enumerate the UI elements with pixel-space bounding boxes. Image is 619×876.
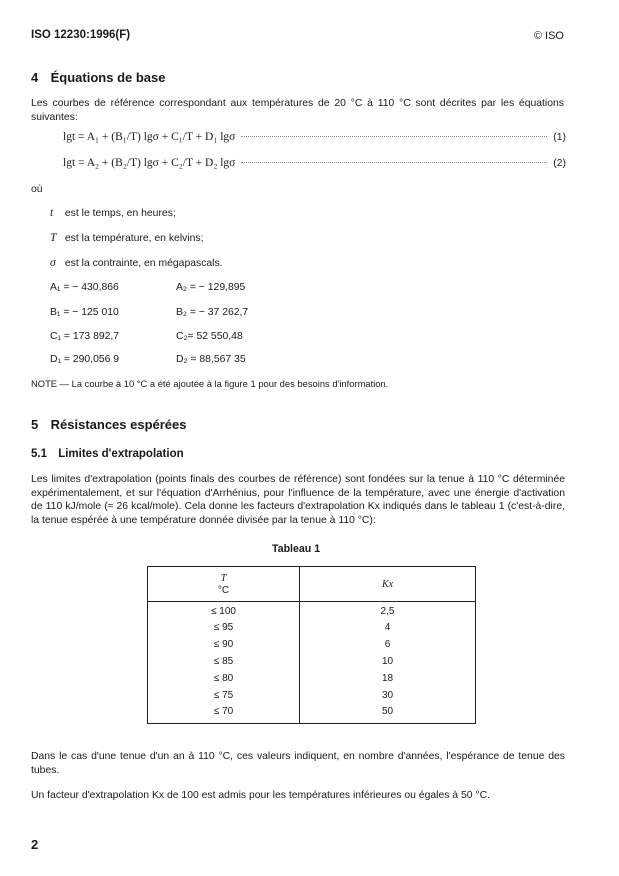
extrapolation-table [147, 566, 476, 724]
table-cell-temperature: ≤ 80 [148, 670, 300, 687]
subsection-5-1-heading [31, 448, 184, 460]
variable-desc: est le temps, en heures; [64, 208, 176, 219]
table-row [148, 704, 476, 724]
variable-desc: est la température, en kelvins; [64, 233, 204, 244]
table-cell-temperature: ≤ 95 [148, 619, 300, 636]
variable-desc: est la contrainte, en mégapascals. [64, 258, 223, 269]
coef-D2: D₂ = 88,567 35 [176, 354, 246, 365]
table-cell-temperature: ≤ 100 [148, 602, 300, 619]
section-5-paragraph-2: Dans le cas d'une tenue d'un an à 110 °C, ces valeurs indiquent, en nombre d'années, l'espérance de tenue des tubes. [31, 751, 565, 776]
table-row [148, 602, 476, 619]
page-number: 2 [31, 837, 39, 852]
coef-C2: C₂= 52 550,48 [176, 331, 243, 342]
equation-2-number: (2) [553, 158, 566, 169]
variable-symbol: σ [50, 257, 56, 269]
coef-D1: D₁ = 290,056 9 [50, 354, 120, 365]
header-T-unit: °C [217, 585, 230, 596]
table-cell-kx: 30 [381, 689, 394, 701]
variable-sigma [50, 257, 223, 269]
table-body [148, 602, 476, 724]
table-cell-kx: 50 [381, 706, 394, 718]
equation-1-number: (1) [553, 132, 566, 143]
table-cell-kx: 18 [381, 672, 394, 684]
subsection-title: Limites d'extrapolation [58, 448, 184, 460]
coef-A1: A₁ = − 430,866 [50, 282, 119, 293]
equation-1 [63, 131, 566, 143]
section-5-paragraph-3: Un facteur d'extrapolation Kx de 100 est admis pour les températures inférieures ou égales à 50 °C. [31, 790, 490, 801]
header-standard-ref: ISO 12230:1996(F) [31, 29, 131, 41]
section-4-heading [31, 70, 166, 85]
header-T-symbol: T [220, 573, 227, 584]
table-header-row [148, 567, 476, 602]
coef-B2: B₂ = − 37 262,7 [176, 307, 249, 318]
coef-A2: A₂ = − 129,895 [176, 282, 246, 293]
table-cell-kx: 10 [381, 655, 394, 667]
section-number: 4 [31, 70, 39, 85]
table-header-kx: Kx [381, 578, 394, 590]
table-row [148, 687, 476, 704]
table-row [148, 619, 476, 636]
table-cell-kx: 6 [384, 638, 391, 650]
table-row [148, 670, 476, 687]
section-5-heading [31, 417, 187, 432]
dot-leader [241, 136, 547, 137]
variable-T [50, 232, 204, 244]
subsection-number: 5.1 [31, 448, 47, 460]
section-4-intro: Les courbes de référence correspondant aux températures de 20 °C à 110 °C sont décrites par les équations suivantes: [31, 98, 564, 123]
table-cell-temperature: ≤ 70 [148, 704, 300, 724]
table-cell-kx: 4 [384, 621, 391, 633]
coef-C1: C₁ = 173 892,7 [50, 331, 120, 342]
section-5-paragraph-1: Les limites d'extrapolation (points finals des courbes de référence) sont fondées sur la tenue à 110 °C déterminée expérimentalement, et sur l'équation d'Arrhénius, pour l'influence de la température, avec une énergie d'activation de 110 kJ/mole (≈ 26 kcal/mole). Cela donne les facteurs d'extrapolation Kx indiqués dans le tableau 1 (c'est-à-dire, la tenue espérée à une température donnée divisée par la tenue à 110 °C): [31, 474, 565, 526]
dot-leader [241, 162, 547, 163]
header-copyright: © ISO [533, 30, 564, 42]
table-cell-kx: 2,5 [380, 606, 395, 618]
equation-1-text: lgt = A₁ + (B₁/T) lgσ + C₁/T + D₁ lgσ [63, 131, 236, 143]
coef-B1: B₁ = − 125 010 [50, 307, 119, 318]
note: NOTE — La courbe à 10 °C a été ajoutée à la figure 1 pour des besoins d'information. [31, 378, 389, 389]
equation-2-text: lgt = A₂ + (B₂/T) lgσ + C₂/T + D₂ lgσ [63, 157, 236, 169]
table-cell-temperature: ≤ 90 [148, 636, 300, 653]
table-cell-temperature: ≤ 75 [148, 687, 300, 704]
equation-2 [63, 157, 566, 169]
section-number: 5 [31, 417, 39, 432]
table-title: Tableau 1 [272, 543, 321, 555]
variable-t [50, 207, 176, 219]
variable-symbol: T [50, 232, 57, 244]
table-header-temperature [148, 567, 300, 602]
variable-symbol: t [50, 207, 54, 219]
table-cell-temperature: ≤ 85 [148, 653, 300, 670]
section-title: Équations de base [50, 70, 166, 85]
where-label: où [31, 184, 43, 195]
table-row [148, 653, 476, 670]
section-title: Résistances espérées [50, 417, 187, 432]
table-row [148, 636, 476, 653]
